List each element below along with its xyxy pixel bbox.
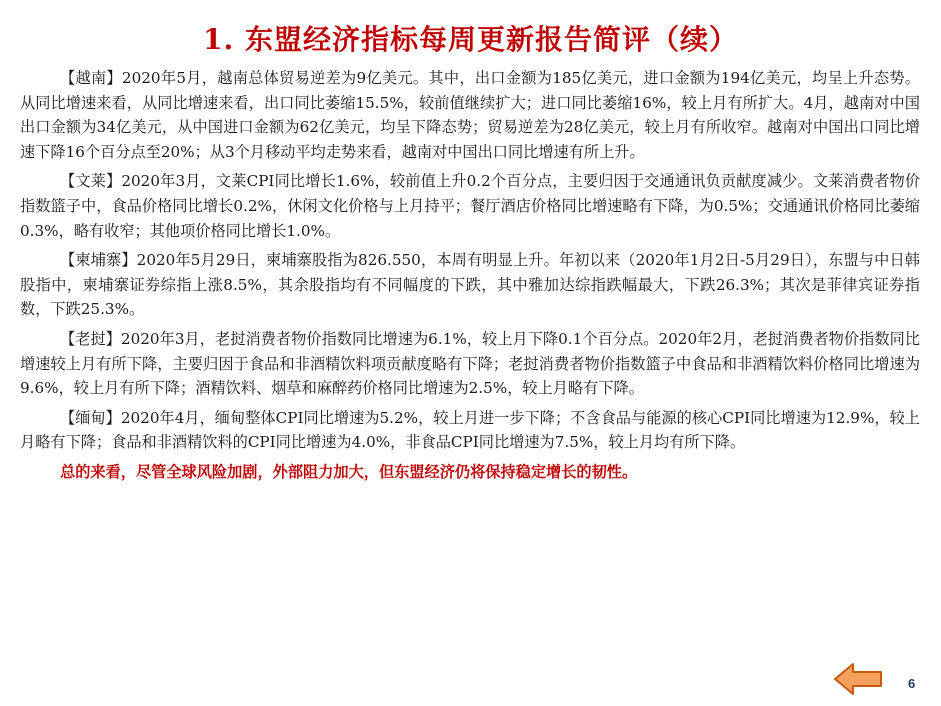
country-tag: 【老挝】: [60, 329, 121, 348]
page-number: 6: [908, 676, 916, 691]
previous-page-button[interactable]: [833, 661, 883, 697]
paragraph-myanmar: [20, 406, 920, 455]
left-arrow-icon: [833, 661, 883, 697]
summary-statement: 总的来看，尽管全球风险加剧，外部阻力加大，但东盟经济仍将保持稳定增长的韧性。: [60, 462, 638, 481]
paragraph-laos: [20, 327, 920, 401]
country-tag: 【文莱】: [60, 172, 122, 191]
paragraph-brunei: [20, 169, 920, 243]
paragraph-text: 2020年5月，越南总体贸易逆差为9亿美元。其中，出口金额为185亿美元，进口金额为194亿美元，均呈上升态势。从同比增速来看，从同比增速来看，出口同比萎缩15.5%，较前值继续扩大；进口同比萎缩16%，较上月有所扩大。4月，越南对中国出口金额为34亿美元，从中国进口金额为62亿美元，均呈下降态势；贸易逆差为28亿美元，较上月有所收窄。越南对中国出口同比增速下降16个百分点至20%；从3个月移动平均走势来看，越南对中国出口同比增速有所上升。: [20, 69, 921, 161]
country-tag: 【柬埔寨】: [60, 251, 137, 270]
country-tag: 【缅甸】: [60, 408, 121, 427]
page-title: 1. 东盟经济指标每周更新报告简评（续）: [203, 23, 738, 56]
country-tag: 【越南】: [60, 69, 122, 87]
paragraph-text: 2020年3月，文莱CPI同比增长1.6%，较前值上升0.2个百分点，主要归因于交通通讯负贡献度减少。文莱消费者物价指数篮子中，食品价格同比增长0.2%，休闲文化价格与上月持平；餐厅酒店价格同比增速略有下降，为0.5%；交通通讯价格同比萎缩0.3%，略有收窄；其他项价格同比增长1.0%。: [20, 172, 921, 240]
paragraph-text: 2020年3月，老挝消费者物价指数同比增速为6.1%，较上月下降0.1个百分点。2020年2月，老挝消费者物价指数同比增速较上月有所下降，主要归因于食品和非酒精饮料项贡献度略有下降；老挝消费者物价指数篮子中食品和非酒精饮料价格同比增速为9.6%，较上月有所下降；酒精饮料、烟草和麻醉药价格同比增速为2.5%，较上月略有下降。: [20, 329, 921, 398]
report-body: [20, 66, 920, 485]
paragraph-text: 2020年5月29日，柬埔寨股指为826.550，本周有明显上升。年初以来（2020年1月2日-5月29日），东盟与中日韩股指中，柬埔寨证券综指上涨8.5%，其余股指均有不同幅度的下跌，其中雅加达综指跌幅最大，下跌26.3%；其次是菲律宾证券指数，下跌25.3%。: [20, 251, 920, 319]
paragraph-cambodia: [20, 248, 920, 322]
paragraph-text: 2020年4月，缅甸整体CPI同比增速为5.2%，较上月进一步下降；不含食品与能源的核心CPI同比增速为12.9%，较上月略有下降；食品和非酒精饮料的CPI同比增速为4.0%，非食品CPI同比增速为7.5%，较上月均有所下降。: [20, 408, 920, 452]
paragraph-vietnam: [20, 66, 920, 164]
